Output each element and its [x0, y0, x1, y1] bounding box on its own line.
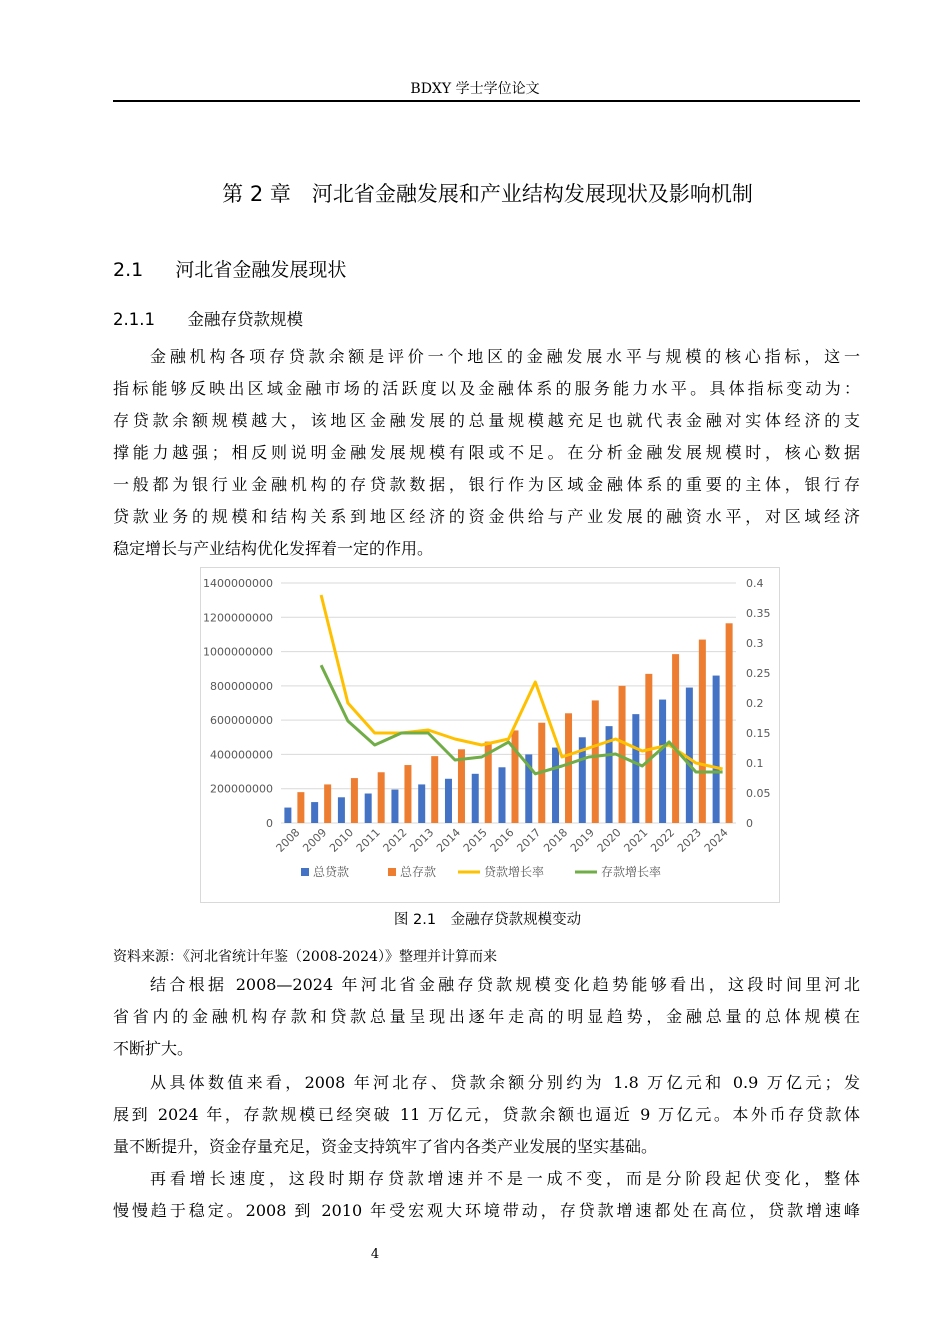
x-tick-label: 2024 — [701, 825, 731, 855]
bar-loan — [284, 808, 291, 823]
y-right-tick-label: 0.15 — [746, 727, 771, 740]
x-tick-label: 2020 — [594, 825, 624, 855]
y-right-tick-label: 0.35 — [746, 607, 771, 620]
x-tick-label: 2011 — [353, 825, 383, 855]
x-tick-label: 2021 — [621, 825, 651, 855]
y-left-tick-label: 200000000 — [210, 782, 273, 796]
y-right-tick-label: 0.05 — [746, 787, 771, 800]
y-left-tick-label: 800000000 — [210, 679, 273, 693]
paragraph-line: 结合根据 2008—2024 年河北省金融存贷款规模变化趋势能够看出，这段时间里河北 — [150, 975, 860, 994]
bar-loan — [311, 802, 318, 823]
loan-deposit-chart — [200, 567, 780, 903]
paragraph-line: 再看增长速度，这段时期存贷款增速并不是一成不变，而是分阶段起伏变化，整体 — [150, 1169, 860, 1188]
section-title: 河北省金融发展现状 — [175, 259, 347, 281]
paragraph-line: 指标能够反映出区域金融市场的活跃度以及金融体系的服务能力水平。具体指标变动为： — [113, 379, 860, 398]
page-number: 4 — [370, 1247, 380, 1262]
bar-deposit — [324, 784, 331, 823]
bar-deposit — [726, 623, 733, 823]
chart-svg — [201, 568, 779, 902]
x-tick-label: 2009 — [300, 825, 330, 855]
subsection-heading — [113, 306, 303, 330]
subsection-title: 金融存贷款规模 — [187, 310, 303, 329]
y-right-tick-label: 0.2 — [746, 697, 764, 710]
x-tick-label: 2018 — [541, 825, 571, 855]
y-right-tick-label: 0.3 — [746, 637, 764, 650]
x-tick-label: 2016 — [487, 825, 517, 855]
y-right-tick-label: 0.1 — [746, 757, 764, 770]
legend-label: 总存款 — [400, 865, 437, 879]
paragraph-line: 一般都为银行业金融机构的存贷款数据，银行作为区域金融体系的重要的主体，银行存 — [113, 475, 860, 494]
y-left-tick-label: 600000000 — [210, 714, 273, 728]
paragraph-line: 不断扩大。 — [113, 1039, 194, 1058]
x-tick-label: 2023 — [674, 825, 704, 855]
paragraph-line: 从具体数值来看，2008 年河北存、贷款余额分别约为 1.8 万亿元和 0.9 万亿元；发 — [150, 1073, 860, 1092]
bar-deposit — [404, 765, 411, 823]
section-number: 2.1 — [113, 259, 144, 281]
paragraph-line: 省省内的金融机构存款和贷款总量呈现出逐年走高的明显趋势，金融总量的总体规模在 — [113, 1007, 860, 1026]
x-tick-label: 2014 — [434, 825, 464, 855]
paragraph-line: 量不断提升，资金存量充足，资金支持筑牢了省内各类产业发展的坚实基础。 — [113, 1137, 658, 1156]
y-right-tick-label: 0 — [746, 817, 753, 830]
paragraph-line: 稳定增长与产业结构优化发挥着一定的作用。 — [113, 539, 434, 558]
bar-loan — [338, 797, 345, 823]
figure-caption: 图 2.1 金融存贷款规模变动 — [393, 912, 582, 928]
legend-swatch — [301, 868, 309, 876]
paragraph-line: 展到 2024 年，存款规模已经突破 11 万亿元，贷款余额也逼近 9 万亿元。本外币存贷款体 — [113, 1105, 860, 1124]
paragraph-line: 撑能力越强；相反则说明金融发展规模有限或不足。在分析金融发展规模时，核心数据 — [113, 443, 860, 462]
x-tick-label: 2022 — [648, 825, 678, 855]
paragraph-4 — [113, 1163, 860, 1227]
bar-deposit — [512, 730, 519, 823]
y-left-tick-label: 400000000 — [210, 748, 273, 762]
y-right-tick-label: 0.4 — [746, 577, 764, 590]
paragraph-line: 慢慢趋于稳定。2008 到 2010 年受宏观大环境带动，存贷款增速都处在高位，贷款增速峰 — [113, 1201, 860, 1220]
bar-loan — [632, 714, 639, 823]
x-tick-label: 2012 — [380, 825, 410, 855]
legend-label: 总贷款 — [313, 865, 350, 879]
bar-loan — [552, 748, 559, 823]
bar-deposit — [297, 792, 304, 823]
subsection-number: 2.1.1 — [113, 310, 155, 329]
bar-loan — [499, 767, 506, 823]
paragraph-1 — [113, 341, 860, 565]
chapter-title: 第 2 章 河北省金融发展和产业结构发展现状及影响机制 — [222, 182, 753, 206]
bar-loan — [659, 700, 666, 823]
x-tick-label: 2010 — [327, 825, 357, 855]
bar-deposit — [699, 640, 706, 823]
x-tick-label: 2008 — [273, 825, 303, 855]
bar-deposit — [565, 713, 572, 823]
x-tick-label: 2015 — [460, 825, 490, 855]
bar-deposit — [431, 756, 438, 823]
y-left-tick-label: 0 — [266, 817, 273, 830]
paragraph-line: 存贷款余额规模越大，该地区金融发展的总量规模越充足也就代表金融对实体经济的支 — [113, 411, 860, 430]
x-tick-label: 2013 — [407, 825, 437, 855]
bar-deposit — [672, 654, 679, 823]
legend-swatch — [388, 868, 396, 876]
bar-deposit — [378, 772, 385, 823]
page-header-title: BDXY 学士学位论文 — [410, 81, 540, 97]
bar-loan — [472, 774, 479, 823]
section-heading — [113, 255, 346, 282]
legend-label: 存款增长率 — [601, 865, 662, 879]
bar-loan — [391, 790, 398, 823]
y-left-tick-label: 1200000000 — [203, 611, 273, 625]
bar-deposit — [351, 778, 358, 823]
bar-loan — [713, 676, 720, 823]
paragraph-3 — [113, 1067, 860, 1163]
y-right-tick-label: 0.25 — [746, 667, 771, 680]
bar-loan — [365, 794, 372, 823]
paragraph-line: 金融机构各项存贷款余额是评价一个地区的金融发展水平与规模的核心指标，这一 — [150, 347, 860, 366]
bar-deposit — [592, 700, 599, 823]
legend-label: 贷款增长率 — [484, 865, 545, 879]
x-tick-label: 2019 — [567, 825, 597, 855]
y-left-tick-label: 1000000000 — [203, 645, 273, 659]
paragraph-2 — [113, 969, 860, 1065]
bar-loan — [418, 784, 425, 823]
x-tick-label: 2017 — [514, 825, 544, 855]
y-left-tick-label: 1400000000 — [203, 577, 273, 590]
bar-loan — [445, 779, 452, 823]
paragraph-line: 贷款业务的规模和结构关系到地区经济的资金供给与产业发展的融资水平，对区域经济 — [113, 507, 860, 526]
header-rule — [113, 100, 860, 102]
source-note: 资料来源：《河北省统计年鉴（2008-2024）》整理并计算而来 — [113, 949, 497, 965]
